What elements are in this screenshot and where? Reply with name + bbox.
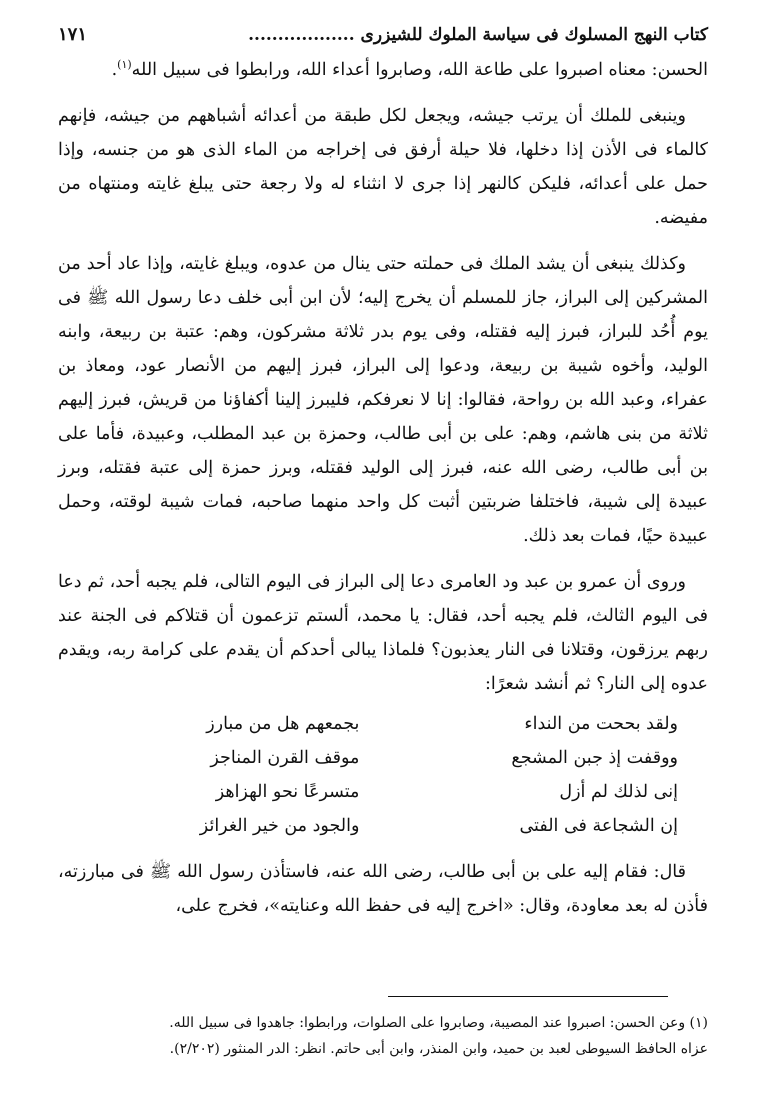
verse-first-hemistich: ولقد بححت من النداء [524, 713, 678, 734]
footnote-marker: (١) [117, 58, 132, 71]
page-number: ١٧١ [58, 24, 88, 45]
paragraph-1: الحسن: معناه اصبروا على طاعة الله، وصابروا أعداء الله، ورابطوا فى سبيل الله$^{(١)}$. [111, 58, 708, 80]
footnote-line: (١) وعن الحسن: اصبروا عند المصيبة، وصابروا على الصلوات، ورابطوا: جاهدوا فى سبيل الله. [169, 1015, 708, 1031]
verse-second-hemistich: والجود من خير الغرائز [199, 815, 360, 836]
header-title: كتاب النهج المسلوك فى سياسة الملوك للشيزرى .................. [248, 25, 708, 45]
verse-second-hemistich: متسرعًا نحو الهزاهز [215, 781, 360, 802]
paragraph-2: وينبغى للملك أن يرتب جيشه، ويجعل لكل طبقة من أعدائه أشباههم من جيشه، فإنهم كالماء فى الأذن إذا دخلها، فلا حيلة أرفق فى إخراجه من الماء الذى هو من جنسه، وإذا حمل على أعدائه، فليكن كالنهر إذا جرى لا انثناء له ولا رجعة حتى يبلغ غايته ومنتهاه من مفيضه. [58, 105, 708, 228]
poem-verse [88, 741, 678, 775]
verse-second-hemistich: موقف القرن المناجز [210, 747, 360, 768]
book-page [58, 22, 708, 923]
verse-first-hemistich: إنى لذلك لم أزل [559, 781, 678, 802]
footnote-line: عزاه الحافظ السيوطى لعبد بن حميد، وابن المنذر، وابن أبى حاتم. انظر: الدر المنثور (٢/٢٠٢). [169, 1041, 708, 1057]
closing-paragraph: قال: فقام إليه على بن أبى طالب، رضى الله عنه، فاستأذن رسول الله ﷺ فى مبارزته، فأذن له بعد معاودة، وقال: «اخرج إليه فى حفظ الله وعنايته»، فخرج على، [58, 861, 708, 916]
paragraph-4: وروى أن عمرو بن عبد ود العامرى دعا إلى البراز فى اليوم التالى، فلم يجبه أحد، ثم دعا فى اليوم الثالث، فلم يجبه أحد، فقال: يا محمد، ألستم تزعمون أن قتلاكم فى الجنة عند ربهم يرزقون، وقتلانا فى النار يعذبون؟ فلماذا يبالى أحدكم أن يقدم على كرامة ربه، ويقدم عدوه إلى النار؟ ثم أنشد شعرًا: [58, 571, 708, 694]
poem-verse [88, 775, 678, 809]
poem-verse [88, 707, 678, 741]
verse-first-hemistich: ووقفت إذ جبن المشجع [511, 747, 678, 768]
running-header [58, 22, 708, 48]
poem [58, 707, 708, 843]
verse-first-hemistich: إن الشجاعة فى الفتى [519, 815, 678, 836]
paragraph-3: وكذلك ينبغى أن يشد الملك فى حملته حتى ينال من عدوه، ويبلغ غايته، وإذا عاد أحد من المشركين إلى البراز، جاز للمسلم أن يخرج إليه؛ لأن ابن أبى خلف دعا رسول الله ﷺ فى يوم أُحُد للبراز، فبرز إليه فقتله، وفى يوم بدر ثلاثة مشركون، وهم: عتبة بن ربيعة، وابنه الوليد، وأخوه شيبة بن ربيعة، ودعوا إلى البراز، فبرز إليهم من الأنصار عود، ومعاذ بن عفراء، وعبد الله بن رواحة، فقالوا: إنا لا نعرفكم، فليبرز إلينا أكفاؤنا من قريش، فبرز إليهم ثلاثة من بنى هاشم، وهم: على بن أبى طالب، وحمزة بن عبد المطلب، وعبيدة، فأما على بن أبى طالب، رضى الله عنه، فبرز إلى الوليد فقتله، وبرز حمزة إلى عتبة فقتله، وبرز عبيدة إلى شيبة، فاختلفا ضربتين أثبت كل واحد منهما صاحبه، فمات شيبة لوقته، وحمل عبيدة حيًا، فمات بعد ذلك. [58, 253, 708, 546]
verse-second-hemistich: بجمعهم هل من مبارز [206, 713, 360, 734]
footnotes [58, 1010, 708, 1062]
footnote-divider [388, 996, 668, 997]
poem-verse [88, 809, 678, 843]
